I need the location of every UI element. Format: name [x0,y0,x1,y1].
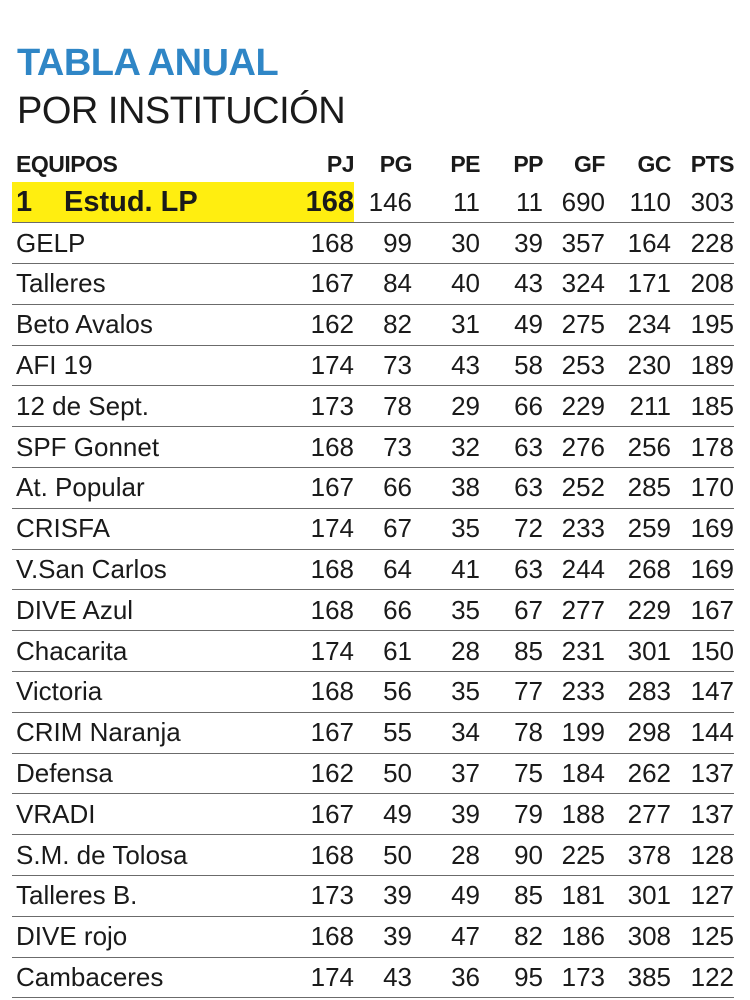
stat-cell-pp: 79 [480,794,543,835]
stat-cell-gf: 186 [543,916,605,957]
stat-cell-pj: 173 [280,876,354,917]
stat-cell-gf: 275 [543,304,605,345]
stat-cell-gf: 244 [543,549,605,590]
stat-cell-gc: 230 [605,345,671,386]
stat-cell-pj: 174 [280,957,354,998]
column-header-pe: PE [450,150,480,177]
stat-cell-pg: 84 [354,264,412,305]
team-name-cell: Cambaceres [12,957,280,998]
table-row [12,672,734,713]
stat-cell-pe: 31 [412,304,480,345]
stat-cell-pp: 58 [480,345,543,386]
table-row [12,916,734,957]
column-header-gf: GF [574,150,605,177]
stat-cell-pp: 78 [480,712,543,753]
stat-cell-gc: 378 [605,835,671,876]
stat-cell-pts: 170 [671,468,734,509]
stat-cell-gc: 298 [605,712,671,753]
stat-cell-gf: 184 [543,753,605,794]
leader-pts: 303 [671,182,734,223]
stat-cell-pe: 34 [412,712,480,753]
stat-cell-pts: 125 [671,916,734,957]
stat-cell-pg: 78 [354,386,412,427]
leader-team: Estud. LP [64,185,198,218]
stat-cell-pts: 150 [671,631,734,672]
team-name-cell: V.San Carlos [12,549,280,590]
stat-cell-gc: 283 [605,672,671,713]
stat-cell-gc: 285 [605,468,671,509]
stat-cell-gf: 233 [543,672,605,713]
stat-cell-pe: 37 [412,753,480,794]
stat-cell-pe: 35 [412,508,480,549]
column-header-pts: PTS [690,150,734,177]
stat-cell-pg: 66 [354,590,412,631]
stat-cell-gf: 276 [543,427,605,468]
stat-cell-gc: 171 [605,264,671,305]
stat-cell-pj: 168 [280,590,354,631]
team-name-cell: GELP [12,223,280,264]
table-row [12,386,734,427]
stat-cell-pp: 72 [480,508,543,549]
stat-cell-gf: 233 [543,508,605,549]
stat-cell-pts: 137 [671,753,734,794]
stat-cell-pe: 49 [412,876,480,917]
stat-cell-pj: 174 [280,508,354,549]
stat-cell-pj: 168 [280,916,354,957]
stat-cell-pts: 178 [671,427,734,468]
stat-cell-pe: 29 [412,386,480,427]
stat-cell-gf: 231 [543,631,605,672]
stat-cell-pe: 39 [412,794,480,835]
table-subtitle: POR INSTITUCIÓN [17,90,346,132]
stat-cell-pg: 55 [354,712,412,753]
stat-cell-gf: 199 [543,712,605,753]
table-row [12,957,734,998]
stat-cell-pts: 195 [671,304,734,345]
stat-cell-gc: 301 [605,876,671,917]
stat-cell-pts: 127 [671,876,734,917]
stat-cell-pp: 67 [480,590,543,631]
stat-cell-gf: 253 [543,345,605,386]
stat-cell-pg: 73 [354,345,412,386]
stat-cell-pts: 167 [671,590,734,631]
team-name-cell: Talleres B. [12,876,280,917]
team-name-cell: Chacarita [12,631,280,672]
standings-table [12,146,734,998]
team-name-cell: S.M. de Tolosa [12,835,280,876]
leader-pe: 11 [412,182,480,223]
stat-cell-pts: 169 [671,508,734,549]
column-header-pj: PJ [326,150,354,177]
stat-cell-pe: 38 [412,468,480,509]
stat-cell-gc: 211 [605,386,671,427]
stat-cell-pp: 43 [480,264,543,305]
team-name-cell: Defensa [12,753,280,794]
team-name-cell: SPF Gonnet [12,427,280,468]
stat-cell-gc: 234 [605,304,671,345]
leader-pj: 168 [280,182,354,223]
stat-cell-pg: 64 [354,549,412,590]
stat-cell-pp: 85 [480,631,543,672]
team-name-cell: VRADI [12,794,280,835]
table-row [12,631,734,672]
table-row [12,427,734,468]
stat-cell-pp: 63 [480,468,543,509]
stat-cell-gf: 252 [543,468,605,509]
leader-gc: 110 [605,182,671,223]
table-row [12,876,734,917]
table-row [12,468,734,509]
leader-rank: 1 [16,185,33,218]
stat-cell-pj: 162 [280,304,354,345]
stat-cell-pp: 75 [480,753,543,794]
stat-cell-pj: 167 [280,264,354,305]
table-row [12,264,734,305]
leader-row [12,182,734,223]
stat-cell-gf: 324 [543,264,605,305]
stat-cell-pg: 50 [354,835,412,876]
column-header-equipos: EQUIPOS [16,150,118,177]
leader-pg: 146 [354,182,412,223]
stat-cell-pe: 40 [412,264,480,305]
stat-cell-pts: 122 [671,957,734,998]
table-row [12,835,734,876]
table-title: TABLA ANUAL [17,42,279,84]
leader-gf: 690 [543,182,605,223]
stat-cell-pg: 99 [354,223,412,264]
stat-cell-pp: 85 [480,876,543,917]
stat-cell-pts: 147 [671,672,734,713]
stat-cell-pts: 228 [671,223,734,264]
stat-cell-pp: 77 [480,672,543,713]
team-name-cell: DIVE Azul [12,590,280,631]
stat-cell-pe: 41 [412,549,480,590]
column-header-pg: PG [379,150,412,177]
stat-cell-pg: 82 [354,304,412,345]
team-name-cell: 12 de Sept. [12,386,280,427]
leader-pp: 11 [480,182,543,223]
stat-cell-gc: 301 [605,631,671,672]
stat-cell-gc: 308 [605,916,671,957]
stat-cell-pe: 28 [412,631,480,672]
stat-cell-pj: 168 [280,427,354,468]
stat-cell-pe: 28 [412,835,480,876]
stat-cell-pe: 30 [412,223,480,264]
stat-cell-pp: 66 [480,386,543,427]
stat-cell-pp: 63 [480,549,543,590]
stat-cell-pj: 173 [280,386,354,427]
stat-cell-pj: 162 [280,753,354,794]
table-row [12,223,734,264]
header-row [12,146,734,182]
stat-cell-gf: 357 [543,223,605,264]
stat-cell-gf: 277 [543,590,605,631]
stat-cell-pg: 39 [354,876,412,917]
stat-cell-pp: 90 [480,835,543,876]
stat-cell-gc: 268 [605,549,671,590]
stat-cell-pts: 128 [671,835,734,876]
stat-cell-pj: 168 [280,549,354,590]
stat-cell-pj: 168 [280,223,354,264]
stat-cell-pe: 36 [412,957,480,998]
team-name-cell: CRISFA [12,508,280,549]
team-name-cell: Beto Avalos [12,304,280,345]
team-name-cell: At. Popular [12,468,280,509]
stat-cell-pe: 43 [412,345,480,386]
stat-cell-pts: 185 [671,386,734,427]
stat-cell-pts: 169 [671,549,734,590]
stat-cell-gf: 188 [543,794,605,835]
stat-cell-gc: 277 [605,794,671,835]
stat-cell-pg: 56 [354,672,412,713]
stat-cell-gc: 229 [605,590,671,631]
table-row [12,508,734,549]
team-name-cell: DIVE rojo [12,916,280,957]
stat-cell-pj: 174 [280,631,354,672]
team-name-cell: AFI 19 [12,345,280,386]
stat-cell-pg: 61 [354,631,412,672]
stat-cell-pe: 35 [412,672,480,713]
stat-cell-pg: 50 [354,753,412,794]
team-name-cell: CRIM Naranja [12,712,280,753]
team-name-cell: Talleres [12,264,280,305]
stat-cell-pg: 43 [354,957,412,998]
leader-team-cell [12,182,280,223]
table-row [12,345,734,386]
stat-cell-gc: 164 [605,223,671,264]
stat-cell-pj: 167 [280,468,354,509]
stat-cell-gc: 385 [605,957,671,998]
stat-cell-pj: 168 [280,672,354,713]
table-row [12,753,734,794]
stat-cell-pg: 73 [354,427,412,468]
table-row [12,712,734,753]
stat-cell-gf: 173 [543,957,605,998]
stat-cell-pe: 32 [412,427,480,468]
stat-cell-gf: 181 [543,876,605,917]
stat-cell-gc: 256 [605,427,671,468]
column-header-gc: GC [637,150,671,177]
stat-cell-pp: 49 [480,304,543,345]
stat-cell-pj: 168 [280,835,354,876]
stat-cell-pg: 49 [354,794,412,835]
stat-cell-pts: 208 [671,264,734,305]
table-row [12,590,734,631]
stat-cell-pg: 39 [354,916,412,957]
stat-cell-pts: 144 [671,712,734,753]
stat-cell-pp: 82 [480,916,543,957]
stat-cell-pj: 167 [280,794,354,835]
stat-cell-pp: 39 [480,223,543,264]
stat-cell-gf: 225 [543,835,605,876]
stat-cell-pe: 35 [412,590,480,631]
stat-cell-pj: 174 [280,345,354,386]
stat-cell-gc: 262 [605,753,671,794]
stat-cell-pts: 137 [671,794,734,835]
table-row [12,304,734,345]
table-row [12,794,734,835]
stat-cell-pe: 47 [412,916,480,957]
stat-cell-pj: 167 [280,712,354,753]
team-name-cell: Victoria [12,672,280,713]
stat-cell-pp: 95 [480,957,543,998]
stat-cell-gf: 229 [543,386,605,427]
table-row [12,549,734,590]
stat-cell-pp: 63 [480,427,543,468]
column-header-pp: PP [513,150,543,177]
stat-cell-pg: 66 [354,468,412,509]
stat-cell-pts: 189 [671,345,734,386]
stat-cell-pg: 67 [354,508,412,549]
stat-cell-gc: 259 [605,508,671,549]
